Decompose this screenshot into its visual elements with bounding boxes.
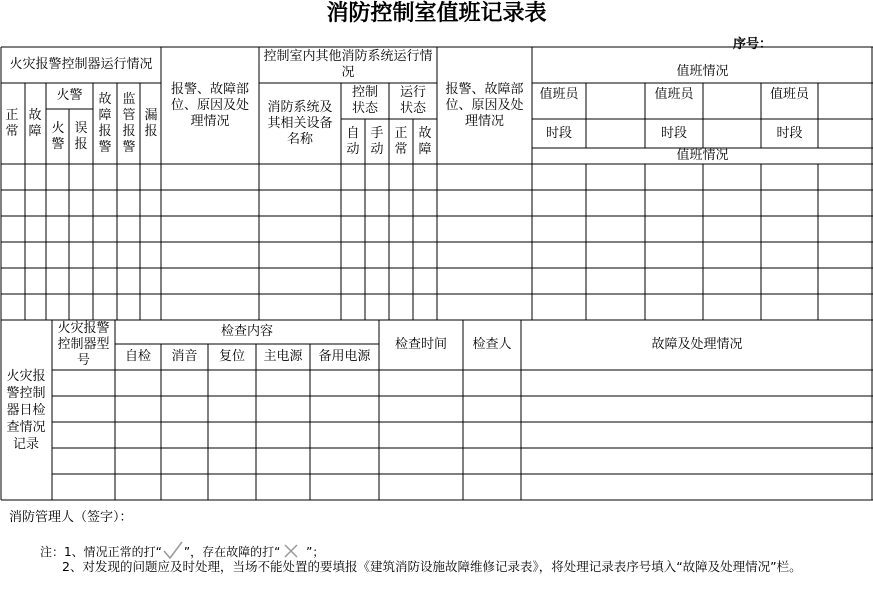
check-time-header: 检查时间 xyxy=(394,337,447,352)
daily-inspection-side-label: 火灾报警控制器日检查情况记录 xyxy=(6,368,46,452)
duty-person-label-1: 值班员 xyxy=(539,87,579,102)
run-state-header: 运行状态 xyxy=(399,85,426,116)
duty-status-header: 值班情况 xyxy=(676,64,729,79)
duty-person-label-2: 值班员 xyxy=(654,87,694,102)
duty-person-label-3: 值班员 xyxy=(769,87,809,102)
controller-model-header: 火灾报警控制器型号 xyxy=(57,321,110,368)
missed-alarm-column-header: 漏报 xyxy=(144,107,158,139)
inspector-header: 检查人 xyxy=(472,337,512,352)
system-name-column-header: 消防系统及其相关设备名称 xyxy=(267,99,333,147)
auto-column-header: 自动 xyxy=(346,125,360,157)
page-title: 消防控制室值班记录表 xyxy=(326,0,547,26)
normal-column-header: 正常 xyxy=(5,107,19,139)
time-slot-label-1: 时段 xyxy=(545,125,572,141)
self-check-header: 自检 xyxy=(124,349,151,364)
serial-number-label: 序号： xyxy=(733,37,773,52)
note-line-1: 注：1、情况正常的打“ ”，存在故障的打“ ”； xyxy=(40,540,324,563)
alarm-group-header: 火警 xyxy=(56,88,83,103)
control-state-header: 控制状态 xyxy=(351,85,378,116)
run-normal-column-header: 正常 xyxy=(394,125,408,157)
note-line-2: 2、对发现的问题应及时处理，当场不能处置的要填报《建筑消防设施故障维修记录表》，将处理记录表序号填入“故障及处理情况”栏。 xyxy=(62,559,802,574)
time-slot-label-2: 时段 xyxy=(660,125,687,141)
false-alarm-column-header: 误报 xyxy=(74,120,88,152)
main-power-header: 主电源 xyxy=(263,349,303,364)
duty-status-subheader: 值班情况 xyxy=(676,148,729,163)
time-slot-label-3: 时段 xyxy=(776,125,803,141)
note-1-end: ； xyxy=(312,545,325,559)
silence-header: 消音 xyxy=(171,349,198,364)
fault-column-header: 故障 xyxy=(28,107,42,139)
backup-power-header: 备用电源 xyxy=(318,349,371,364)
fire-safety-manager-signature-label: 消防管理人（签字）： xyxy=(9,510,133,525)
fire-alarm-column-header: 火警 xyxy=(51,120,65,152)
fault-alarm-column-header: 故障报警 xyxy=(98,91,112,155)
alarm-fault-description-header: 报警、故障部位、原因及处理情况 xyxy=(170,81,249,129)
check-content-header: 检查内容 xyxy=(220,324,273,339)
other-systems-status-header: 控制室内其他消防系统运行情况 xyxy=(263,49,433,80)
manual-column-header: 手动 xyxy=(370,125,384,157)
fire-alarm-controller-status-header: 火灾报警控制器运行情况 xyxy=(9,57,153,72)
note-1-prefix: 注：1、情况正常的打 xyxy=(40,545,156,559)
note-1-mid: ，存在故障的打 xyxy=(190,545,275,559)
run-fault-column-header: 故障 xyxy=(418,125,432,157)
reset-header: 复位 xyxy=(218,349,245,364)
supervise-alarm-column-header: 监管报警 xyxy=(122,91,136,155)
fault-handling-header: 故障及处理情况 xyxy=(651,337,743,352)
other-alarm-description-header: 报警、故障部位、原因及处理情况 xyxy=(445,81,524,129)
